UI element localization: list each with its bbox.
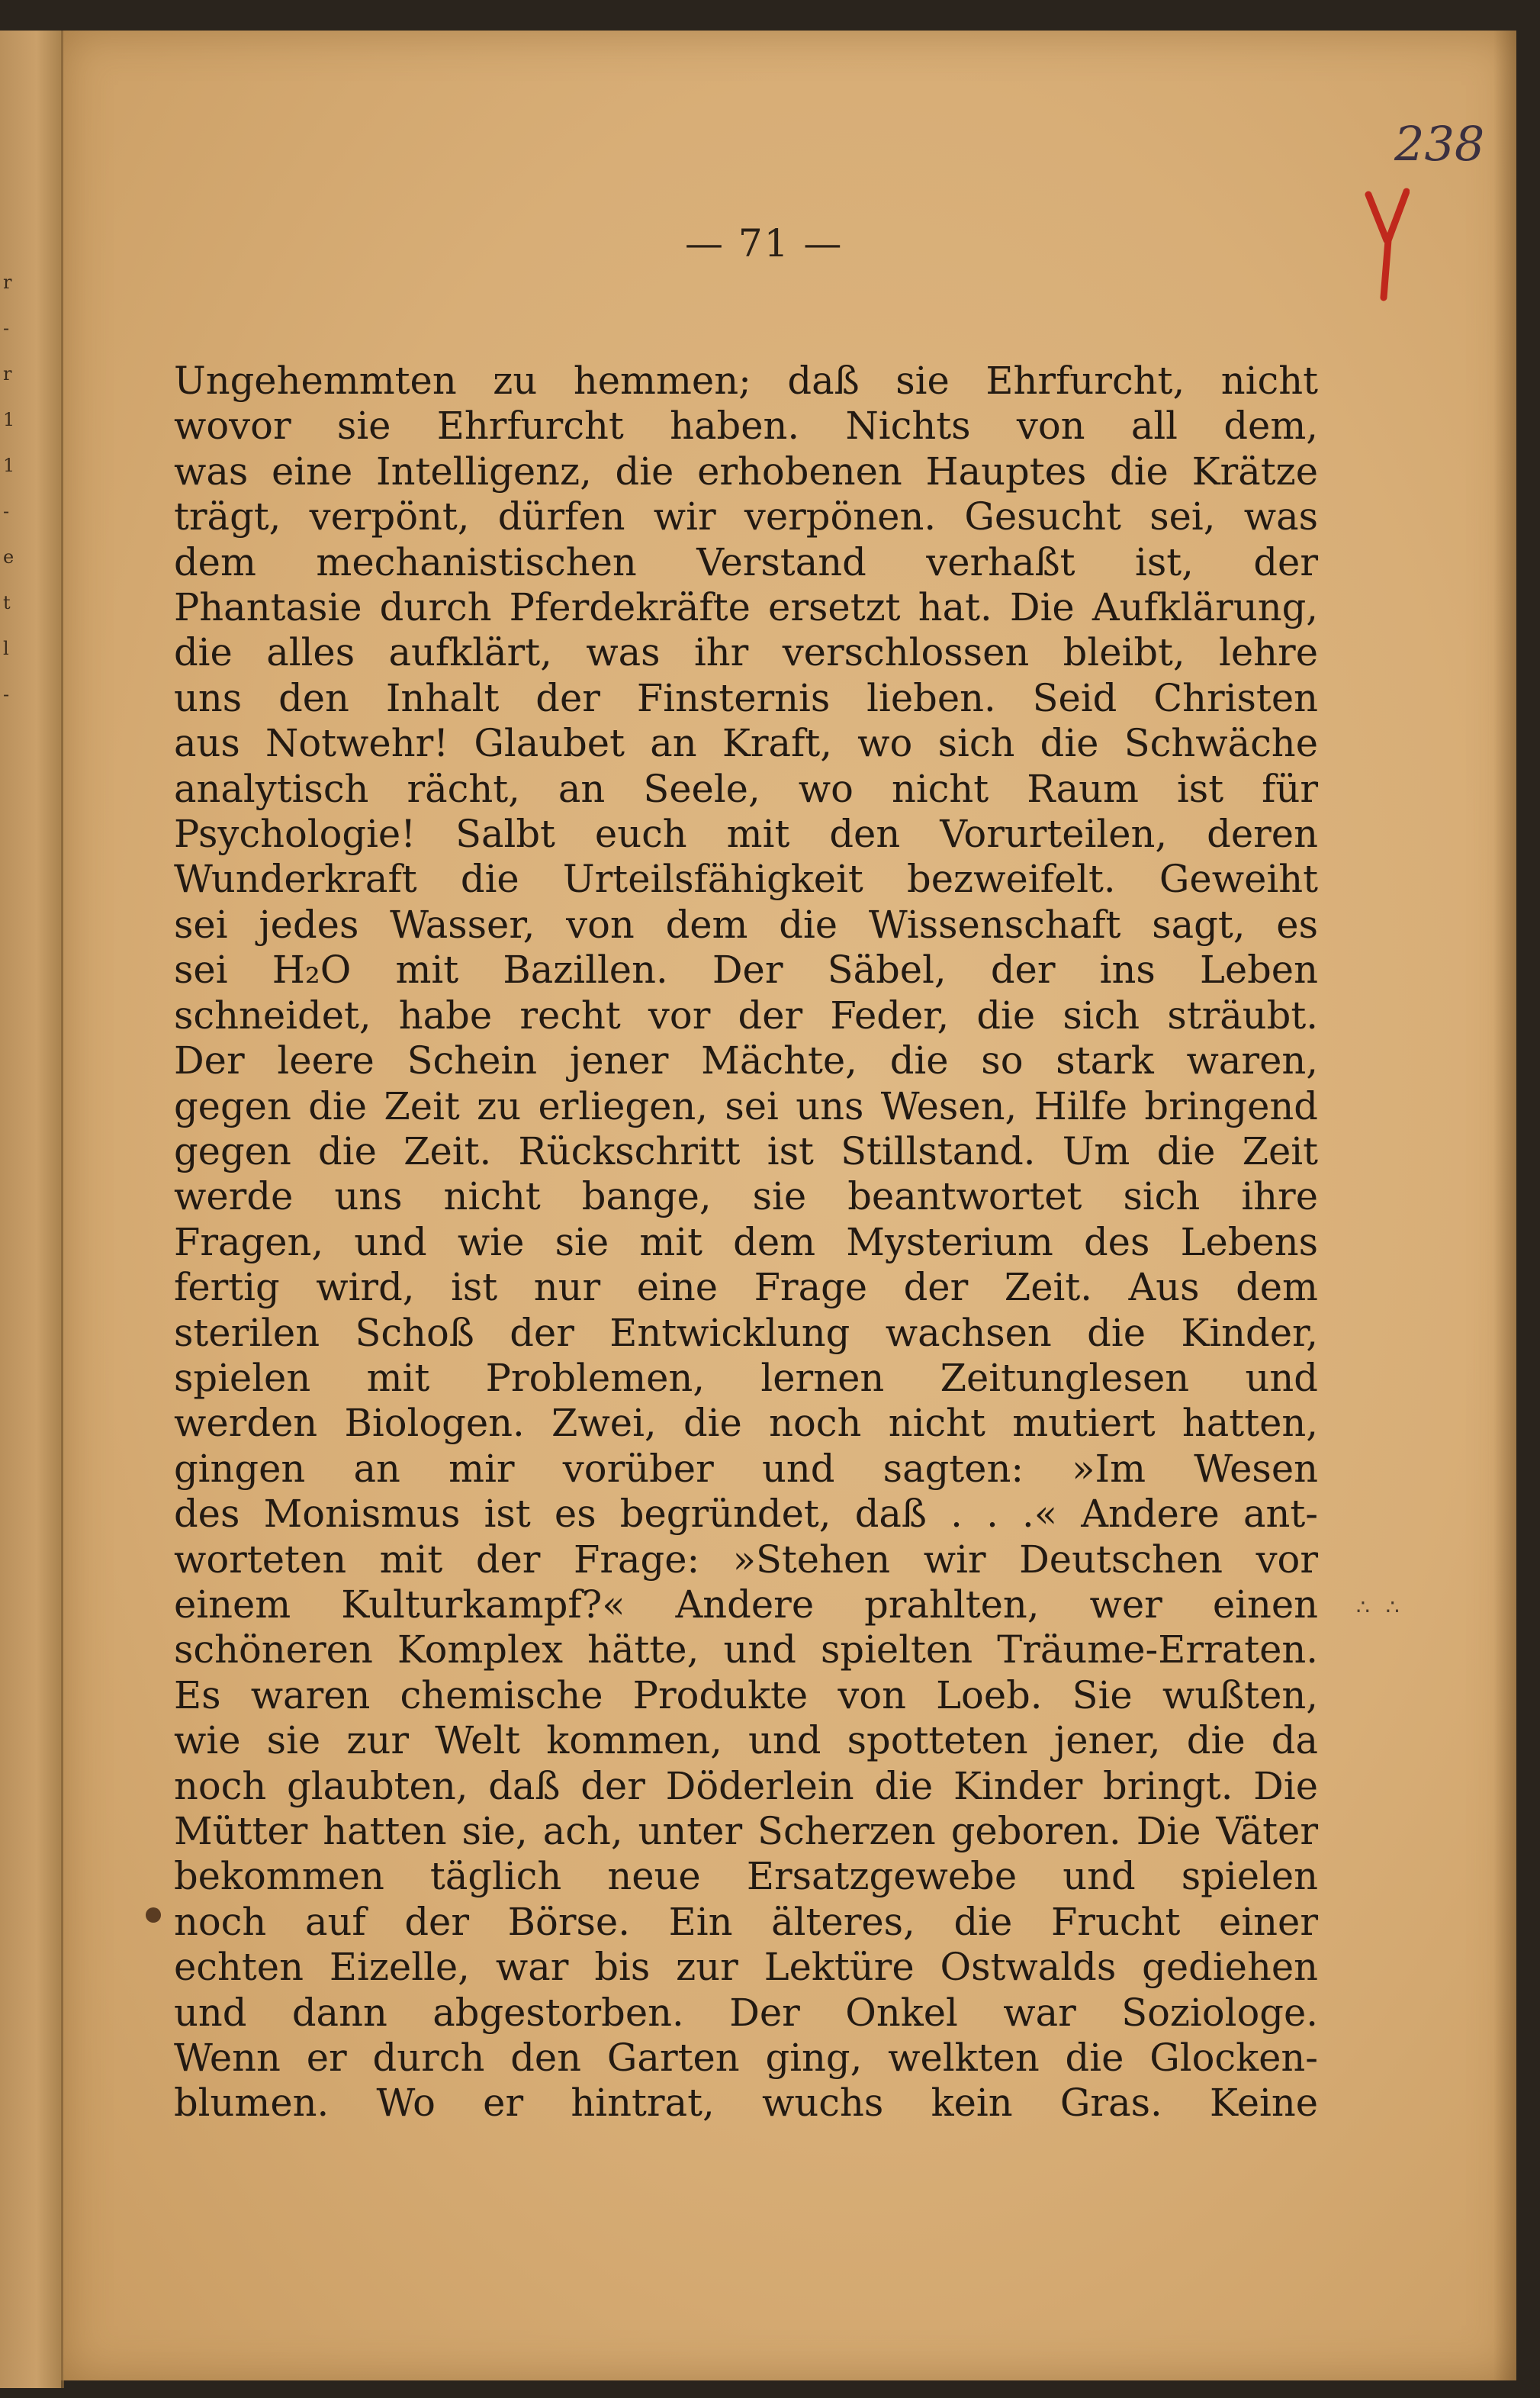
page-number: — 71 — <box>685 221 844 266</box>
text-line: Mütter hatten sie, ach, unter Scherzen geboren. Die Väter <box>174 1809 1318 1853</box>
fragment: 1 <box>3 455 15 476</box>
fragment: - <box>3 317 10 339</box>
text-line: trägt, verpönt, dürfen wir verpönen. Gesucht sei, was <box>174 494 1318 539</box>
fragment: t <box>3 592 11 613</box>
text-line: Phantasie durch Pferdekräfte ersetzt hat. Die Aufklärung, <box>174 585 1318 630</box>
text-line: worteten mit der Frage: »Stehen wir Deutschen vor <box>174 1537 1318 1582</box>
text-line: Ungehemmten zu hemmen; daß sie Ehrfurcht, nicht <box>174 359 1318 403</box>
text-line: gegen die Zeit. Rückschritt ist Stillstand. Um die Zeit <box>174 1128 1318 1173</box>
text-line: Psychologie! Salbt euch mit den Vorurteilen, deren <box>174 812 1318 857</box>
text-line: noch glaubten, daß der Döderlein die Kinder bringt. Die <box>174 1763 1318 1808</box>
text-line: Fragen, und wie sie mit dem Mysterium des Lebens <box>174 1219 1318 1264</box>
margin-note: ∴ ∴ <box>1356 1595 1404 1620</box>
text-line: sei jedes Wasser, von dem die Wissenschaft sagt, es <box>174 902 1318 947</box>
text-line: was eine Intelligenz, die erhobenen Hauptes die Krätze <box>174 449 1318 494</box>
text-line: dem mechanistischen Verstand verhaßt ist, der <box>174 539 1318 584</box>
red-pencil-mark <box>1364 187 1410 301</box>
text-line: einem Kulturkampf?« Andere prahlten, wer einen <box>174 1582 1318 1627</box>
text-line: Wunderkraft die Urteilsfähigkeit bezweifelt. Geweiht <box>174 857 1318 902</box>
text-line: die alles aufklärt, was ihr verschlossen bleibt, lehre <box>174 630 1318 675</box>
page-edge-shadow <box>1493 31 1516 2380</box>
text-line: sei H₂O mit Bazillen. Der Säbel, der ins Leben <box>174 948 1318 993</box>
text-line: sterilen Schoß der Entwicklung wachsen die Kinder, <box>174 1310 1318 1355</box>
text-line: echten Eizelle, war bis zur Lektüre Ostwalds gediehen <box>174 1945 1318 1990</box>
text-line: werden Biologen. Zwei, die noch nicht mutiert hatten, <box>174 1401 1318 1446</box>
text-line: fertig wird, ist nur eine Frage der Zeit. Aus dem <box>174 1265 1318 1310</box>
text-line: wovor sie Ehrfurcht haben. Nichts von all dem, <box>174 404 1318 449</box>
text-line: schöneren Komplex hätte, und spielten Träume-Erraten. <box>174 1627 1318 1672</box>
text-line: wie sie zur Welt kommen, und spotteten jener, die da <box>174 1718 1318 1763</box>
previous-page-edge <box>0 31 64 2388</box>
text-line: und dann abgestorben. Der Onkel war Soziologe. <box>174 1990 1318 2035</box>
text-line: schneidet, habe recht vor der Feder, die sich sträubt. <box>174 993 1318 1038</box>
fragment: 1 <box>3 409 15 430</box>
text-line: uns den Inhalt der Finsternis lieben. Seid Christen <box>174 675 1318 720</box>
text-line: bekommen täglich neue Ersatzgewebe und spielen <box>174 1854 1318 1899</box>
book-page <box>61 31 1516 2380</box>
text-line: analytisch rächt, an Seele, wo nicht Raum ist für <box>174 766 1318 811</box>
fragment: r <box>3 363 12 385</box>
text-line: gegen die Zeit zu erliegen, sei uns Wesen, Hilfe bringend <box>174 1083 1318 1128</box>
text-line: aus Notwehr! Glaubet an Kraft, wo sich die Schwäche <box>174 721 1318 766</box>
ink-spot <box>146 1907 161 1923</box>
text-line: Der leere Schein jener Mächte, die so stark waren, <box>174 1038 1318 1083</box>
archive-number: 238 <box>1394 116 1485 172</box>
fragment: - <box>3 684 10 705</box>
text-line: spielen mit Problemen, lernen Zeitunglesen und <box>174 1355 1318 1400</box>
fragment: l <box>3 638 9 659</box>
text-line: noch auf der Börse. Ein älteres, die Frucht einer <box>174 1899 1318 1944</box>
fragment: r <box>3 272 12 293</box>
fragment: - <box>3 501 10 522</box>
previous-page-fragments <box>3 259 49 1251</box>
text-line: gingen an mir vorüber und sagten: »Im Wesen <box>174 1446 1318 1491</box>
fragment: e <box>3 546 14 568</box>
text-line: werde uns nicht bange, sie beantwortet sich ihre <box>174 1174 1318 1219</box>
body-text <box>174 359 1318 2126</box>
text-line: des Monismus ist es begründet, daß . . .« Andere ant- <box>174 1492 1318 1537</box>
text-line: Es waren chemische Produkte von Loeb. Sie wußten, <box>174 1672 1318 1717</box>
text-line: Wenn er durch den Garten ging, welkten die Glocken- <box>174 2036 1318 2081</box>
text-line: blumen. Wo er hintrat, wuchs kein Gras. Keine <box>174 2081 1318 2126</box>
